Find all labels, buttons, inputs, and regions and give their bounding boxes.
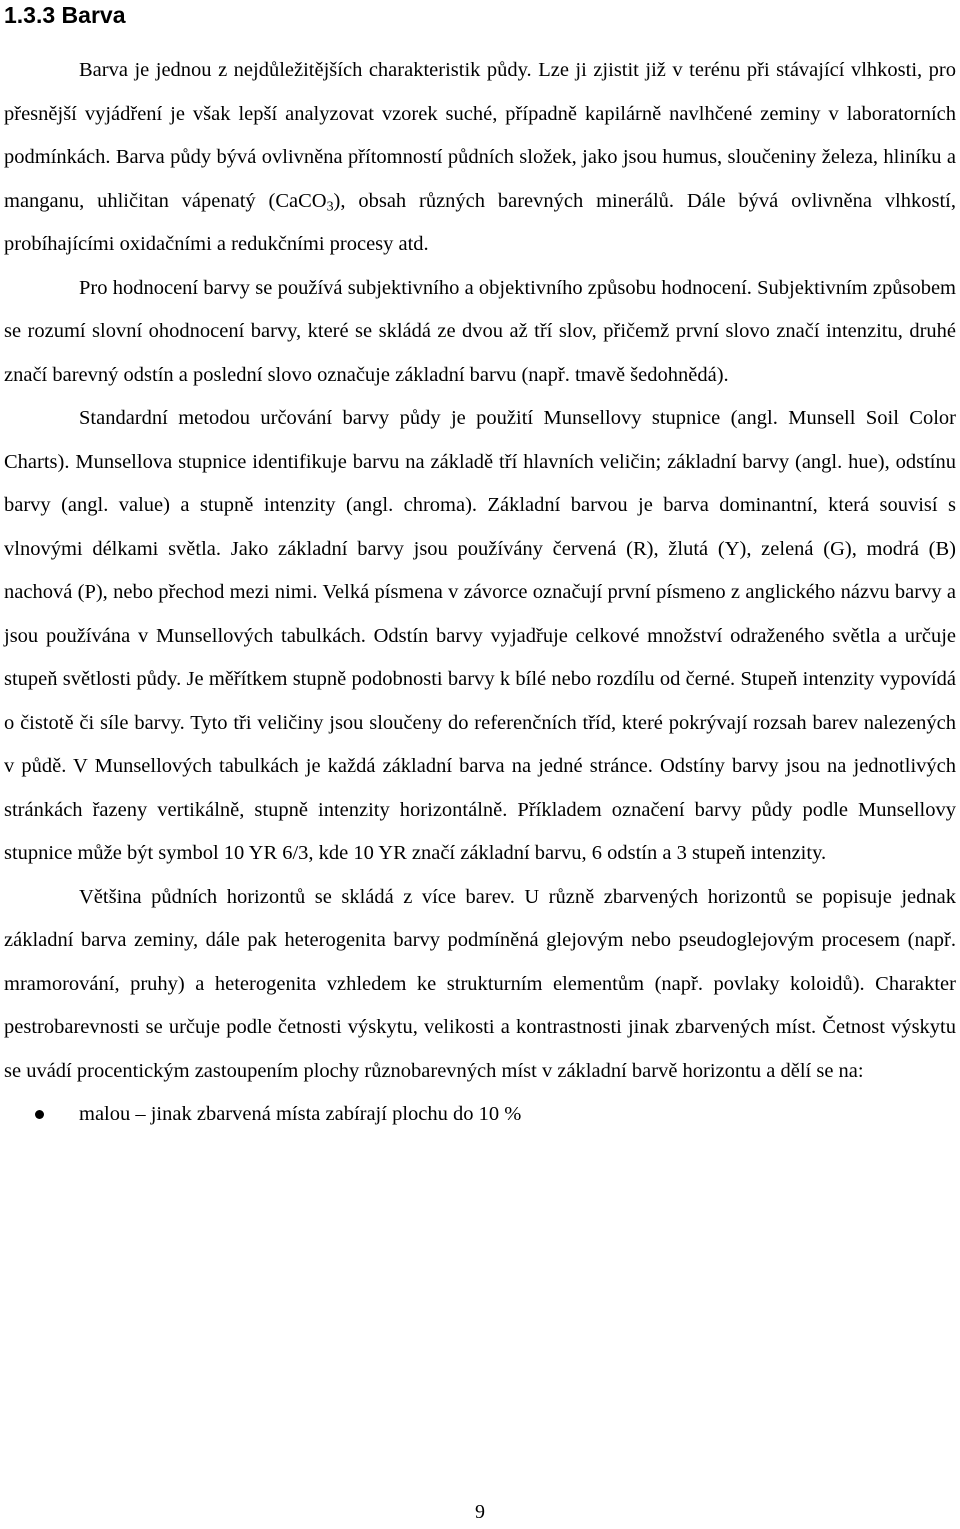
paragraph-2: Pro hodnocení barvy se používá subjektivního a objektivního způsobu hodnocení. Subjektivním způsobem se rozumí slovní ohodnocení barvy, které se skládá ze dvou až tří slov, přičemž první slovo značí intenzitu, druhé značí barevný odstín a poslední slovo označuje základní barvu (např. tmavě šedohnědá).	[4, 276, 956, 386]
bullet-list	[4, 1093, 956, 1137]
paragraph-1	[4, 49, 956, 267]
paragraph-1-text-b: ), obsah různých barevných minerálů. Dále bývá ovlivněna vlhkostí, probíhajícími oxidačními a redukčními procesy atd.	[4, 189, 956, 255]
paragraph-3: Standardní metodou určování barvy půdy je použití Munsellovy stupnice (angl. Munsell Soil Color Charts). Munsellova stupnice identifikuje barvu na základě tří hlavních veličin; základní barvy (angl. hue), odstínu barvy (angl. value) a stupně intenzity (angl. chroma). Základní barvou je barva dominantní, která souvisí s vlnovými délkami světla. Jako základní barvy jsou používány červená (R), žlutá (Y), zelená (G), modrá (B) nachová (P), nebo přechod mezi nimi. Velká písmena v závorce označují první písmeno z anglického názvu barvy a jsou používána v Munsellových tabulkách. Odstín barvy vyjadřuje celkové množství odraženého světla a určuje stupeň světlosti půdy. Je měřítkem stupně podobnosti barvy k bílé nebo rozdílu od černé. Stupeň intenzity vypovídá o čistotě či síle barvy. Tyto tři veličiny jsou sloučeny do referenčních tříd, které pokrývají rozsah barev nalezených v půdě. V Munsellových tabulkách je každá základní barva na jedné stránce. Odstíny barvy jsou na jednotlivých stránkách řazeny vertikálně, stupně intenzity horizontálně. Příkladem označení barvy půdy podle Munsellovy stupnice může být symbol 10 YR 6/3, kde 10 YR značí základní barvu, 6 odstín a 3 stupeň intenzity.	[4, 407, 956, 864]
page-number: 9	[475, 1501, 485, 1523]
bullet-dot-icon	[35, 1110, 44, 1119]
body-text	[4, 49, 956, 1137]
paragraph-4: Většina půdních horizontů se skládá z více barev. U různě zbarvených horizontů se popisuje jednak základní barva zeminy, dále pak heterogenita barvy podmíněná glejovým nebo pseudoglejovým procesem (např. mramorování, pruhy) a heterogenita vzhledem ke strukturním elementům (např. povlaky koloidů). Charakter pestrobarevnosti se určuje podle četnosti výskytu, velikosti a kontrastnosti jinak zbarvených míst. Četnost výskytu se uvádí procentickým zastoupením plochy různobarevných míst v základní barvě horizontu a dělí se na:	[4, 885, 956, 1082]
list-item	[4, 1093, 956, 1137]
subscript-3: 3	[326, 198, 334, 214]
list-item-text: malou – jinak zbarvená místa zabírají plochu do 10 %	[79, 1103, 522, 1125]
paragraph-1-text-a: Barva je jednou z nejdůležitějších charakteristik půdy. Lze ji zjistit již v terénu při stávající vlhkosti, pro přesnější vyjádření je však lepší analyzovat vzorek suché, případně kapilárně navlhčené zeminy v laboratorních podmínkách. Barva půdy bývá ovlivněna přítomností půdních složek, jako jsou humus, sloučeniny železa, hliníku a manganu, uhličitan vápenatý (CaCO	[4, 59, 956, 212]
section-heading: 1.3.3 Barva	[4, 2, 126, 28]
